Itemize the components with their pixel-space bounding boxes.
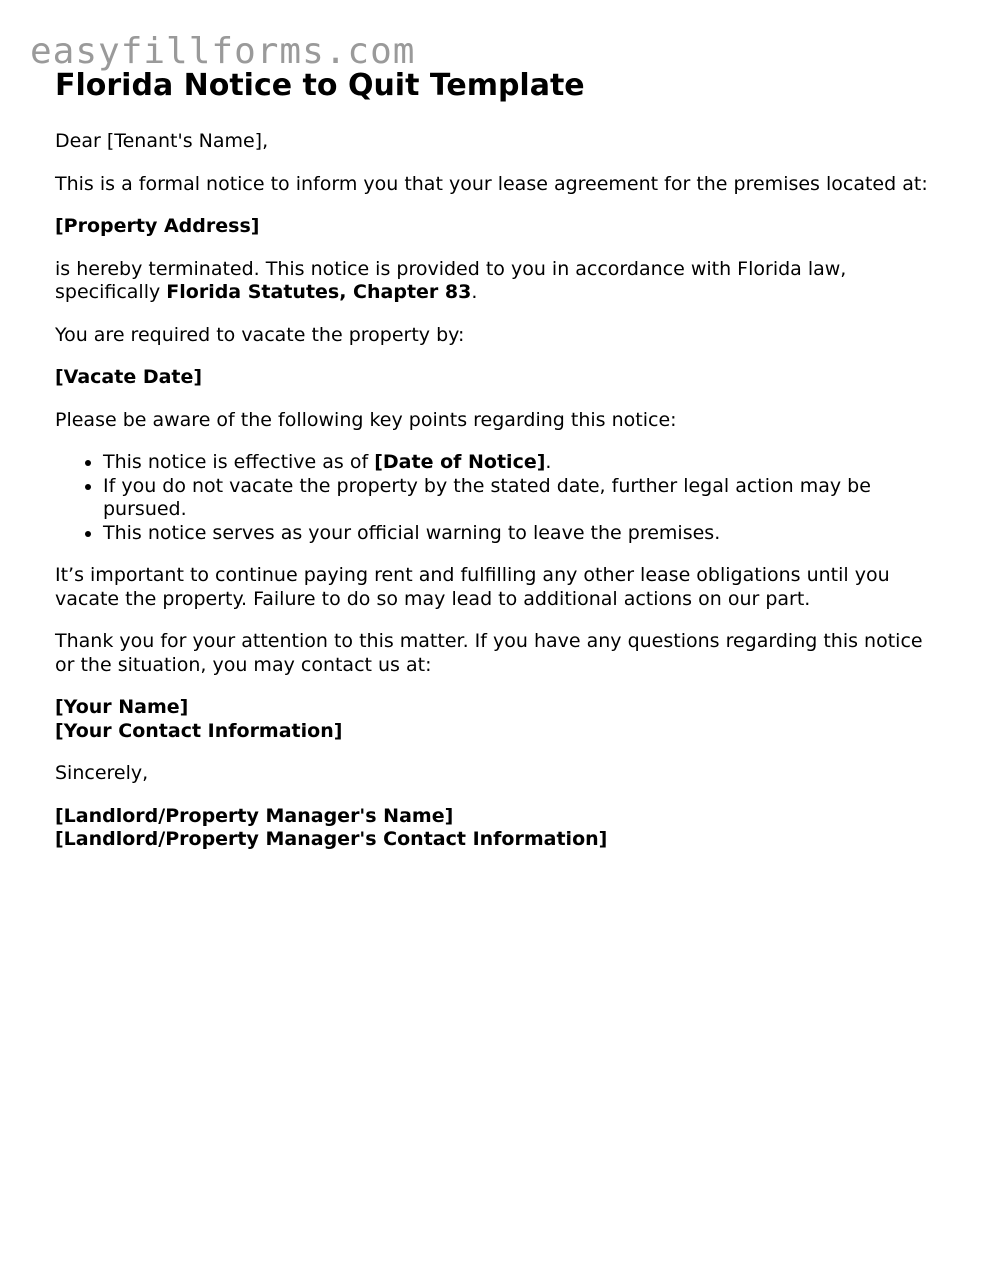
date-of-notice-placeholder: [Date of Notice] [374,451,546,473]
landlord-name-placeholder: [Landlord/Property Manager's Name] [55,804,454,827]
signature-block [55,805,945,852]
contact-intro: Thank you for your attention to this matter. If you have any questions regarding this notice or the situation, you may contact us at: [55,630,923,676]
property-address-placeholder: [Property Address] [55,215,260,237]
effective-suffix: . [545,451,552,473]
obligations-paragraph: It’s important to continue paying rent and fulfilling any other lease obligations until you vacate the property. Failure to do so may lead to additional actions on our part. [55,564,890,610]
contact-block [55,696,945,743]
greeting: Dear [Tenant's Name], [55,130,269,152]
closing: Sincerely, [55,762,149,784]
vacate-date-placeholder: [Vacate Date] [55,366,203,388]
effective-prefix: This notice is effective as of [103,451,375,473]
termination-text: is hereby terminated. This notice is provided to you in accordance with Florida law, specifically [55,257,847,303]
your-contact-placeholder: [Your Contact Information] [55,719,343,742]
landlord-contact-placeholder: [Landlord/Property Manager's Contact Information] [55,828,608,850]
document-page [55,66,945,871]
intro-paragraph: This is a formal notice to inform you that your lease agreement for the premises located at: [55,172,928,195]
list-item-effective [103,451,945,475]
vacate-instruction: You are required to vacate the property by: [55,323,465,346]
page-title: Florida Notice to Quit Template [55,68,585,103]
termination-end: . [471,281,478,303]
termination-paragraph [55,258,945,305]
your-name-placeholder: [Your Name] [55,696,189,718]
key-points-list [55,451,945,545]
statute-reference: Florida Statutes, Chapter 83 [166,281,472,303]
watermark-text: easyfillforms.com [30,31,416,72]
list-item-legal-action: • If you do not vacate the property by the stated date, further legal action may be pursued. [103,475,945,522]
list-item-warning: • This notice serves as your official warning to leave the premises. [103,522,945,546]
key-points-intro: Please be aware of the following key points regarding this notice: [55,408,677,431]
